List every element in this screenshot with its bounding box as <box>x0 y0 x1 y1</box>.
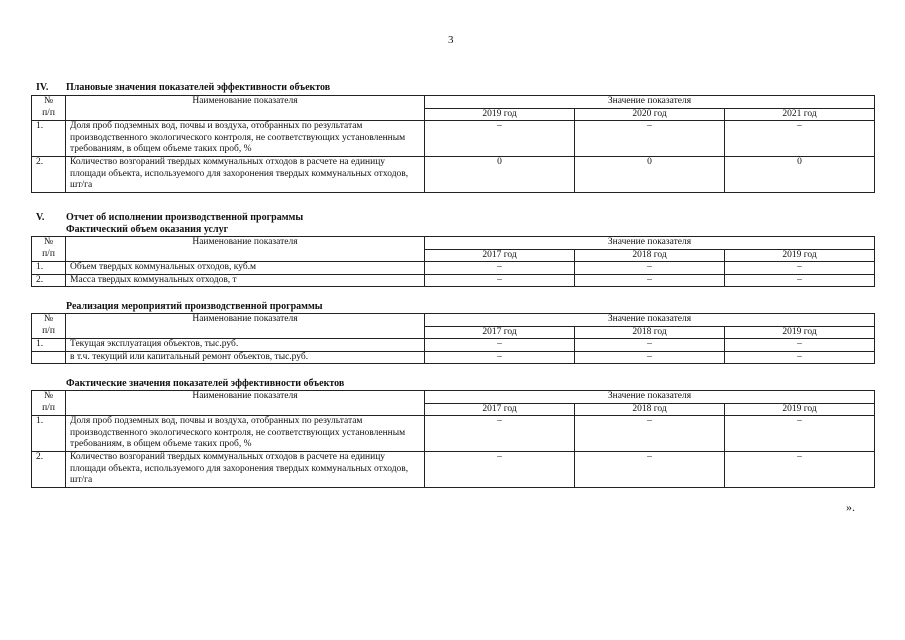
row-value: – <box>725 274 875 287</box>
header-name-empty <box>66 249 425 262</box>
header-no-2: п/п <box>32 326 66 339</box>
section-number: V. <box>36 212 45 223</box>
row-value: – <box>425 351 575 364</box>
header-no-2: п/п <box>32 108 66 121</box>
row-value: – <box>425 274 575 287</box>
row-value: 0 <box>575 157 725 193</box>
header-no-2: п/п <box>32 403 66 416</box>
row-number: 2. <box>32 452 66 488</box>
row-number <box>32 351 66 364</box>
table-row <box>32 339 875 352</box>
header-year: 2018 год <box>575 249 725 262</box>
header-name: Наименование показателя <box>66 391 425 404</box>
table-row <box>32 351 875 364</box>
header-name: Наименование показателя <box>66 237 425 250</box>
table-row <box>32 262 875 275</box>
row-value: 0 <box>725 157 875 193</box>
row-number: 1. <box>32 262 66 275</box>
header-year: 2017 год <box>425 326 575 339</box>
header-year: 2017 год <box>425 249 575 262</box>
row-name: Количество возгораний твердых коммунальных отходов в расчете на единицу площади объекта, используемого для захоронения твердых коммунальных отходов, шт/га <box>66 452 425 488</box>
table-row <box>32 274 875 287</box>
header-value: Значение показателя <box>425 237 875 250</box>
table-header-row <box>32 237 875 250</box>
row-value: – <box>575 416 725 452</box>
header-no: № <box>32 314 66 327</box>
row-value: – <box>575 339 725 352</box>
row-number: 2. <box>32 274 66 287</box>
table-header-row <box>32 108 875 121</box>
header-year: 2019 год <box>725 249 875 262</box>
subsection-title: Фактические значения показателей эффективности объектов <box>66 378 345 389</box>
header-year: 2017 год <box>425 403 575 416</box>
header-name: Наименование показателя <box>66 314 425 327</box>
header-value: Значение показателя <box>425 96 875 109</box>
table-header-row <box>32 391 875 404</box>
table-header-row <box>32 314 875 327</box>
header-year: 2019 год <box>725 326 875 339</box>
table-header-row <box>32 96 875 109</box>
table-header-row <box>32 326 875 339</box>
row-value: – <box>425 416 575 452</box>
row-name: Доля проб подземных вод, почвы и воздуха, отобранных по результатам производственного экологического контроля, не соответствующих установленным требованиям, в общем объеме таких проб, % <box>66 416 425 452</box>
row-name: Количество возгораний твердых коммунальных отходов в расчете на единицу площади объекта, используемого для захоронения твердых коммунальных отходов, шт/га <box>66 157 425 193</box>
page-number: 3 <box>448 34 454 46</box>
row-value: – <box>725 262 875 275</box>
table-row <box>32 416 875 452</box>
row-number: 1. <box>32 416 66 452</box>
section-title: Плановые значения показателей эффективности объектов <box>66 82 331 93</box>
row-name: Доля проб подземных вод, почвы и воздуха, отобранных по результатам производственного экологического контроля, не соответствующих установленным требованиям, в общем объеме таких проб, % <box>66 121 425 157</box>
row-value: – <box>575 262 725 275</box>
header-year: 2018 год <box>575 326 725 339</box>
section-heading <box>36 212 303 223</box>
row-value: – <box>425 452 575 488</box>
row-value: – <box>725 452 875 488</box>
table-row <box>32 157 875 193</box>
header-name: Наименование показателя <box>66 96 425 109</box>
header-name-empty <box>66 326 425 339</box>
table-header-row <box>32 249 875 262</box>
row-value: – <box>425 262 575 275</box>
row-value: 0 <box>425 157 575 193</box>
program-measures-table <box>31 313 875 364</box>
row-number: 1. <box>32 339 66 352</box>
row-value: – <box>725 416 875 452</box>
header-name-empty <box>66 403 425 416</box>
header-value: Значение показателя <box>425 391 875 404</box>
header-no: № <box>32 237 66 250</box>
actual-volume-table <box>31 236 875 287</box>
row-value: – <box>575 351 725 364</box>
section-number: IV. <box>36 82 49 93</box>
subsection-title: Реализация мероприятий производственной программы <box>66 301 323 312</box>
planned-indicators-table <box>31 95 875 193</box>
header-year: 2018 год <box>575 403 725 416</box>
section-title: Отчет об исполнении производственной программы <box>66 212 304 223</box>
row-name: Объем твердых коммунальных отходов, куб.м <box>66 262 425 275</box>
header-year: 2019 год <box>425 108 575 121</box>
section-heading <box>36 82 330 93</box>
header-year: 2020 год <box>575 108 725 121</box>
row-value: – <box>575 274 725 287</box>
row-name: Текущая эксплуатация объектов, тыс.руб. <box>66 339 425 352</box>
header-name-empty <box>66 108 425 121</box>
row-value: – <box>725 351 875 364</box>
row-value: – <box>575 121 725 157</box>
header-value: Значение показателя <box>425 314 875 327</box>
table-row <box>32 452 875 488</box>
row-value: – <box>725 339 875 352</box>
header-year: 2021 год <box>725 108 875 121</box>
row-value: – <box>725 121 875 157</box>
actual-indicators-table <box>31 390 875 488</box>
closing-quote-mark: ». <box>846 500 855 514</box>
header-no-2: п/п <box>32 249 66 262</box>
row-value: – <box>425 339 575 352</box>
header-no: № <box>32 391 66 404</box>
subsection-title: Фактический объем оказания услуг <box>66 224 229 235</box>
header-no: № <box>32 96 66 109</box>
row-name: Масса твердых коммунальных отходов, т <box>66 274 425 287</box>
row-number: 1. <box>32 121 66 157</box>
row-name: в т.ч. текущий или капитальный ремонт объектов, тыс.руб. <box>66 351 425 364</box>
row-value: – <box>575 452 725 488</box>
table-header-row <box>32 403 875 416</box>
table-row <box>32 121 875 157</box>
row-number: 2. <box>32 157 66 193</box>
row-value: – <box>425 121 575 157</box>
header-year: 2019 год <box>725 403 875 416</box>
